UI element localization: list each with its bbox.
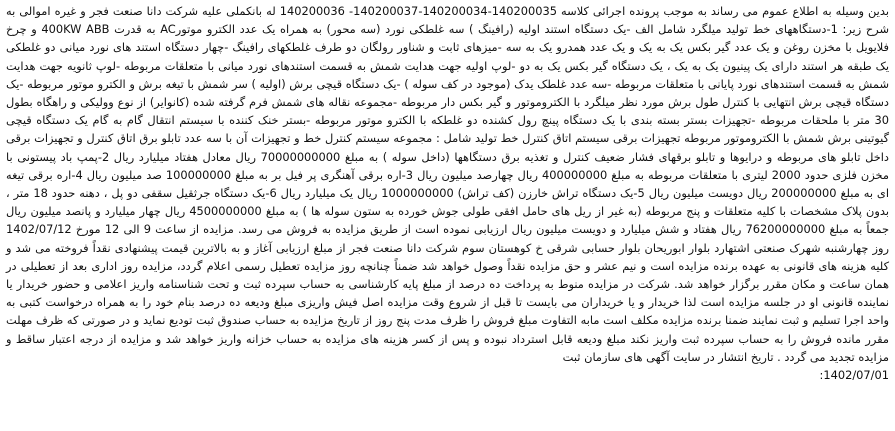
publication-date: 1402/07/01: (819, 368, 889, 383)
notice-body-text: بدین وسیله به اطلاع عموم می رساند به موجب پرونده اجرائی کلاسه 140200035-140200034-140200037- 140200036 له بانکملی علیه شرکت دانا صنعت فجر و غیره اموالی به شرح زیر: 1-دستگاههای خط تولید میلگرد شامل الف -یک دستگاه استند اولیه (رافینگ ) سه غلطکی نورد (سه محور) به همراه یک عدد الکترو موتورAC به قدرت 400KW ABB و چرخ فلایویل با مخزن روغن و یک عدد گیر بکس یک به یک و یک عدد همدرو یک به سه -میزهای ثابت و شناور رولگان دو طرف غلطکهای رافینگ -چهار دستگاه استند های نورد میانی دو غلطکی یک طبقه هر استند دارای یک پینیون یک به یک ، یک دستگاه گیر بکس یک به دو -لوپ اولیه جهت هدایت شمش به قسمت استندهای نورد میانی با متعلقات مربوطه -لوپ ثانویه جهت هدایت شمش به قسمت استندهای نورد پایانی با متعلقات مربوطه -سه عدد غلطک یدک (موجود در کف سوله ) -یک دستگاه قیچی برش (اولیه ) سر شمش با تیغه برش و الکترو موتور مربوطه -یک دستگاه قیچی برش انتهایی با کنترل طول برش مورد نظر میلگرد با الکتروموتور و گیر بکس دار مربوطه -مجموعه نقاله های شمش فرم گرفته شده (کانوایر) از نوع وولیکی و راهگاه بطول 30 متر با ملحقات مربوطه -تجهیزات بستر بسته بندی با یک دستگاه پینچ رول کشنده دو غلطکه با الکترو موتور مربوطه -بستر خنک کننده با سیستم انتقال گام به گام یک دستگاه قیچی گیوتینی برش شمش با الکتروموتور مربوطه تجهیزات برقی سیستم اتاق کنترل خط تولید شامل : مجموعه سیستم کنترل خط و تجهیزات آن با سه عدد تابلو برق اتاق کنترل و تجهیزات برقی داخل تابلو های مربوطه و درایوها و تابلو برقهای فشار ضعیف کنترل و تغذیه برق دستگاهها (داخل سوله ) به مبلغ 70000000000 ریال معادل هفتاد میلیارد ریال 2-پمپ باد پیستونی با مخزن فلزی حدود 2000 لیتری با متعلقات مربوطه به مبلغ 400000000 ریال چهارصد میلیون ریال 3-اره برقی آهنگری پر فیل بر به مبلغ 100000000 صد میلیون ریال 4-اره برقی تیغه ای به مبلغ 200000000 ریال دویست میلیون ریال 5-یک دستگاه تراش خارزن (کف تراش) 1000000000 ریال یک میلیارد ریال 6-یک دستگاه جرثقیل سقفی دو پل ، دهنه حدود 18 متر ، بدون پلاک مشخصات با کلیه متعلقات و پنج مربوطه (به غیر از ریل های حامل افقی طولی جوش خورده به ستون سوله ها ) به مبلغ 4500000000 ریال چهار میلیارد و پانصد میلیون ریال جمعاً به مبلغ 76200000000 ریال هفتاد و شش میلیارد و دویست میلیون ریال ارزیابی نموده است از طریق مزایده به فروش می رسد. مزایده از ساعت 9 الی 12 مورخ 1402/07/12 روز چهارشنبه شهرک صنعتی اشتهارد بلوار ابوریحان بلوار حسابی شرقی خ کوهستان سوم شرکت دانا صنعت فجر از مبلغ ارزیابی آغاز و به بالاترین قیمت پیشنهادی نقداً فروخته می شد و کلیه هزینه های قانونی به عهده برنده مزایده است و نیم عشر و حق مزایده نقداً وصول خواهد شد ضمناً چنانچه روز مزایده تعطیل رسمی اعلام گردد، مزایده روز اداری بعد از تعطیلی در همان ساعت و مکان مقرر برگزار خواهد شد. شرکت در مزایده منوط به پرداخت ده درصد از مبلغ پایه کارشناسی به حساب سپرده ثبت و تحت شناسنامه واریز اعلامی و حضور خریدار یا نماینده قانونی او در جلسه مزایده است لذا خریدار و یا خریداران می بایست تا قبل از شروع وقت مزایده اصل فیش واریزی مبلغ ودیعه ده درصد بنام خود را به همراه درخواست کتبی به واحد اجرا تسلیم و ثبت نمایند ضمنا برنده مزایده مکلف است مابه التفاوت مبلغ فروش را ظرف مدت پنج روز از تاریخ مزایده به حساب صندوق ثبت توديع نمايد و در صورتی که ظرف مهلت مقرر مانده فروش را به حساب سپرده ثبت واریز نکند مبلغ ودیعه قابل استرداد نبوده و پس از کسر هزینه های مزایده به حساب خزانه واریز خواهد شد و مزایده از درجه اعتبار ساقط و مزایده تجدید می گردد . تاریخ انتشار در سایت آگهی های سازمان ثبت (6, 4, 890, 364)
